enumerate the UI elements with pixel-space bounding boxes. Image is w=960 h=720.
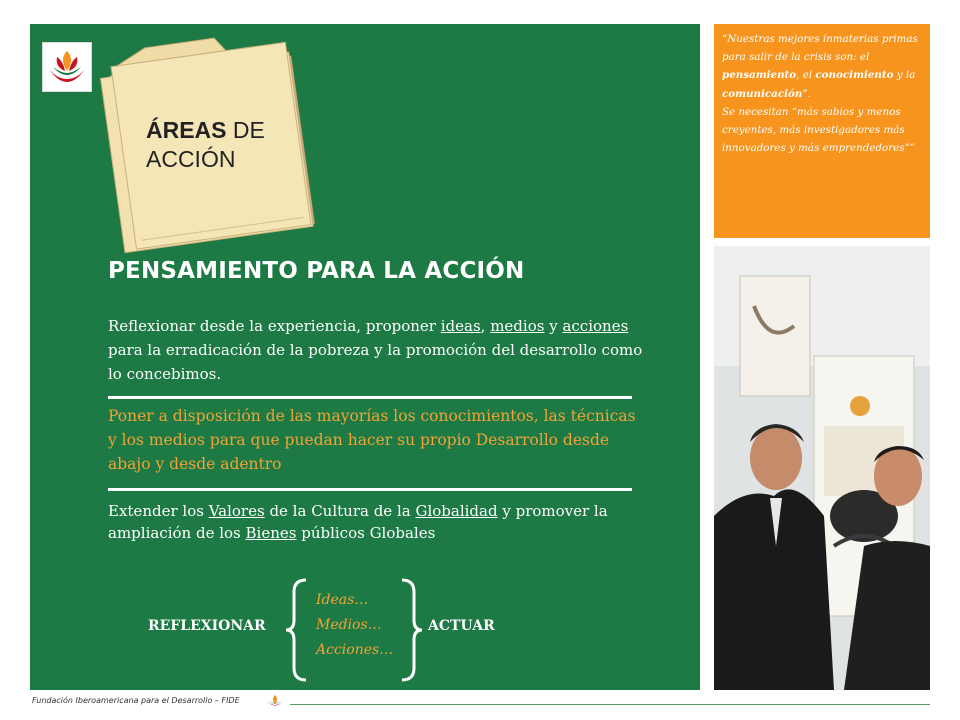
areas-de-accion-label: ÁREAS DE ACCIÓN [146, 117, 265, 172]
reflexionar-label: REFLEXIONAR [148, 618, 266, 634]
flow-item-acciones: Acciones… [316, 642, 394, 658]
divider [108, 396, 632, 399]
footer-text: Fundación Iberoamericana para el Desarrollo – FIDE [32, 696, 240, 705]
footer-logo-icon [266, 694, 284, 708]
flow-item-medios: Medios… [316, 617, 382, 633]
lotus-logo-icon [43, 43, 91, 91]
fide-logo [42, 42, 92, 92]
actuar-label: ACTUAR [428, 618, 495, 634]
footer-divider [290, 704, 930, 705]
paragraph-poner: Poner a disposición de las mayorías los conocimientos, las técnicas y los medios para que puedan hacer su propio Desarrollo desde abajo y desde adentro [108, 407, 636, 473]
quote-text: “Nuestras mejores inmaterias primas para salir de la crisis son: el pensamiento, el conocimiento y la comunicación”. Se necesitan “más sabios y menos creyentes, más investigadores más innovadores y más emprendedores”” [722, 33, 918, 155]
divider [108, 488, 632, 491]
paragraph-reflexionar: Reflexionar desde la experiencia, proponer ideas, medios y acciones para la erradicación de la pobreza y la promoción del desarrollo como lo concebimos. [108, 317, 643, 383]
paragraph-extender: Extender los Valores de la Cultura de la Globalidad y promover la ampliación de los Bienes públicos Globales [108, 502, 608, 542]
exhibition-photo [714, 246, 930, 690]
page-title: PENSAMIENTO PARA LA ACCIÓN [108, 258, 525, 284]
flow-item-ideas: Ideas… [316, 592, 369, 608]
